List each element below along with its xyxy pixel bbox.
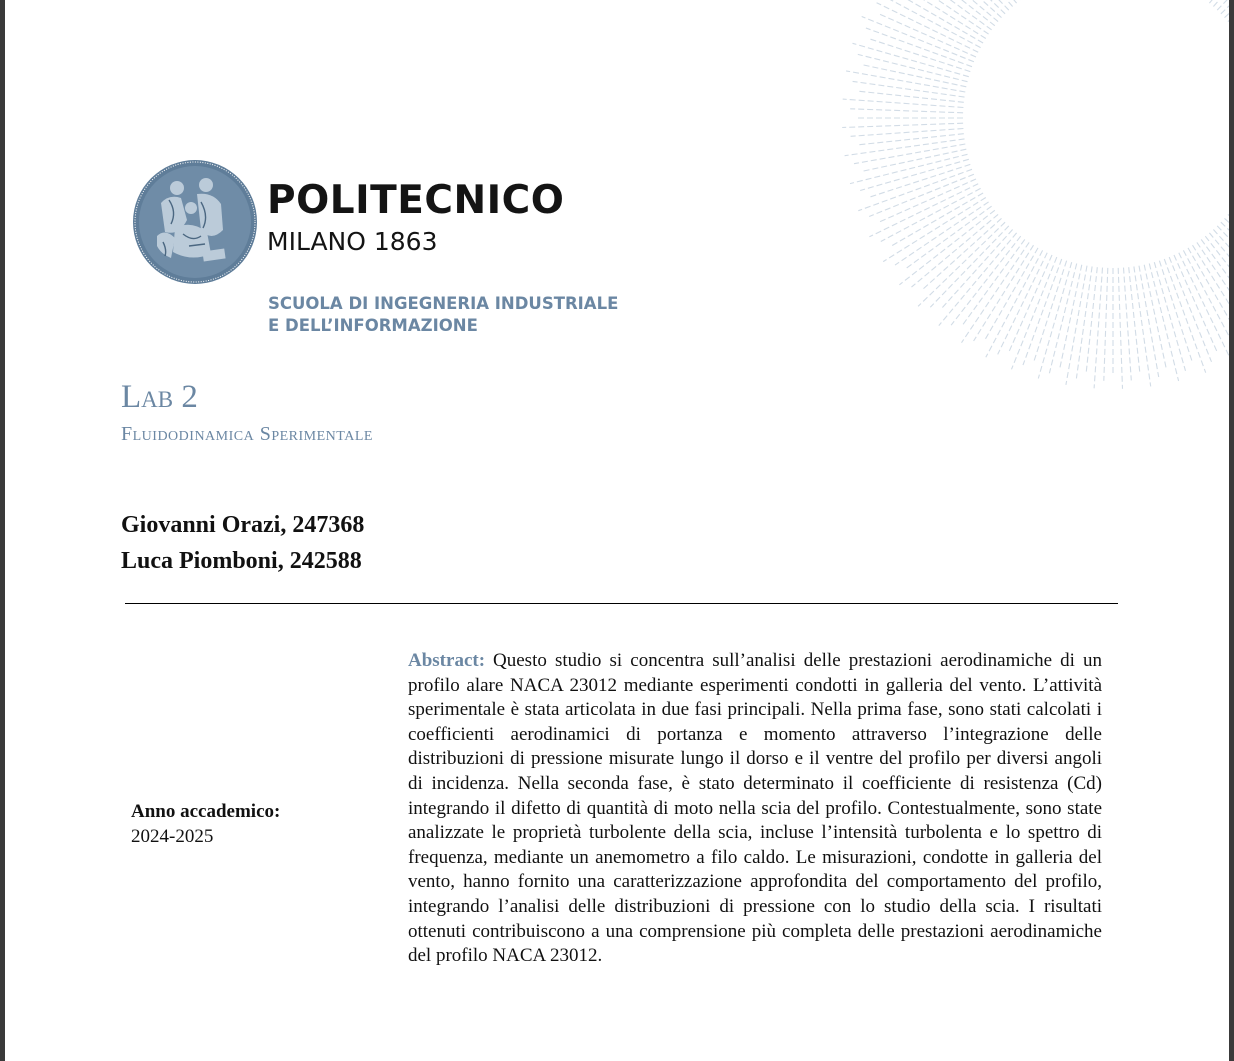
sunburst-ray [877,3,979,53]
horizontal-divider [125,603,1118,604]
sunburst-ray [1228,0,1229,22]
sunburst-ray [858,169,972,210]
institution-city-year: MILANO 1863 [267,227,438,256]
sunburst-ray [890,0,986,39]
sunburst-ray [1104,268,1108,381]
sunburst-ray [853,81,965,97]
school-line-1: SCUOLA DI INGEGNERIA INDUSTRIALE [268,294,619,313]
author-2: Luca Piomboni, 242588 [121,548,362,574]
sunburst-ray [860,159,969,190]
sunburst-ray [974,245,1034,341]
sunburst-ray [1164,259,1205,373]
sunburst-ray [1034,261,1066,361]
sunburst-ray [853,43,969,76]
sunburst-ray [842,123,963,127]
sunburst-ray [1228,214,1229,292]
university-seal-icon [131,158,259,286]
sunburst-ray [1225,0,1230,18]
abstract-text: Questo studio si concentra sull’analisi delle prestazioni aerodinamiche di un profilo alare NACA 23012 mediante esperimenti condotti in galleria del vento. L’attività sperimentale è stata articolata in due fasi principali. Nella prima fase, sono stati calcolati i coefficienti aerodinamici di portanza e momento attraverso l’integrazione delle distribuzioni di pressione misurate lungo il dorso e il ventre del profilo per diversi angoli di incidenza. Nella seconda fase, è stato determinato il coefficiente di resistenza (Cd) integrando il difetto di quantità di moto nella scia del profilo. Contestualmente, sono state analizzate le proprietà turbolente della scia, incluse l’intensità turbolenta e lo spettro di frequenza, mediante un anemometro a filo caldo. Le misurazioni, condotte in galleria del vento, hanno fornito una caratterizzazione approfondita del comportamento del profilo, integrando l’analisi delle distribuzioni di pressione con lo studio della scia. I risultati ottenuti contribuiscono a una comprensione più completa delle prestazioni aerodinamiche del profilo NACA 23012. [408,650,1102,967]
academic-year-value: 2024-2025 [131,826,214,847]
sunburst-ray [859,91,963,102]
sunburst-ray [963,239,1025,324]
sunburst-ray [1159,261,1191,361]
sunburst-ray [907,206,992,268]
sunburst-ray [907,0,992,30]
author-1: Giovanni Orazi, 247368 [121,512,365,538]
sunburst-ray [1023,259,1062,365]
institution-name: POLITECNICO [267,178,565,223]
sunburst-ray [1149,264,1178,382]
sunburst-ray [1129,267,1140,371]
sunburst-ray [874,0,981,48]
sunburst-ray [1193,245,1230,348]
sunburst-ray [918,222,1005,306]
school-line-2: E DELL’INFORMAZIONE [268,316,478,335]
author-list [121,507,364,579]
sunburst-ray [1086,267,1097,371]
document-page [5,0,1229,1061]
abstract-label: Abstract: [408,650,486,671]
sunburst-ray [1179,253,1229,362]
sunburst-ray [1154,262,1185,371]
sunburst-ray [1183,250,1229,350]
sunburst-ray [892,193,983,246]
sunburst-ray [869,174,974,216]
sunburst-ray [871,39,971,71]
sunburst-ray [851,129,964,137]
school-name [268,293,618,337]
abstract-block [408,649,1102,969]
sunburst-ray [1217,0,1229,10]
academic-year-label: Anno accademico: [131,801,281,822]
report-title: Lab 2 [121,379,198,415]
sunburst-ray [1076,267,1092,379]
sunburst-ray [1124,268,1132,381]
sunburst-ray [998,253,1047,355]
sunburst-ray [1169,257,1211,362]
sunburst-ray [939,233,1017,326]
sunburst-ray [1038,262,1071,378]
sunburst-ray [1118,268,1122,389]
sunburst-ray [866,28,972,67]
sunburst-ray [850,109,963,113]
sunburst-ray [871,164,971,196]
sunburst-ray [905,0,998,22]
sunburst-ray [859,134,963,145]
sunburst-ray [850,154,968,183]
report-subtitle: Fluidodinamica Sperimentale [121,423,373,445]
sunburst-ray [986,248,1039,339]
